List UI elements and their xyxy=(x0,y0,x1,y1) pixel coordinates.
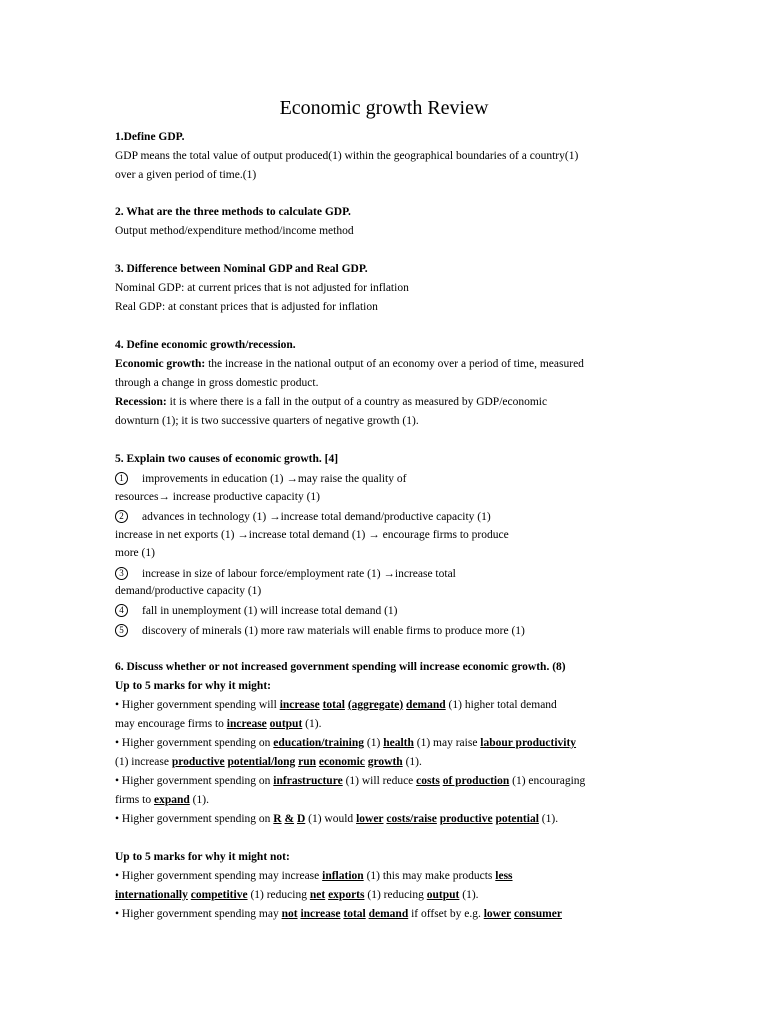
key-term: lower xyxy=(356,813,384,825)
q5-item-3-cont: demand/productive capacity (1) xyxy=(115,585,262,597)
q5-item-1-cont: resources→ increase productive capacity (1) xyxy=(115,491,320,503)
text-run: (1). xyxy=(402,756,422,768)
q3-heading: 3. Difference between Nominal GDP and Real GDP. xyxy=(115,263,368,275)
key-term: less xyxy=(495,870,513,882)
text-run: (1) will reduce xyxy=(342,775,417,787)
key-term: exports xyxy=(328,889,365,901)
key-term: D xyxy=(296,813,306,825)
text-run: (1). xyxy=(189,794,209,806)
bullet-5-line-1 xyxy=(115,869,513,883)
text-run: • Higher government spending on xyxy=(115,813,274,825)
key-term: total xyxy=(343,908,366,920)
q2-answer: Output method/expenditure method/income method xyxy=(115,225,354,237)
q5-item-1 xyxy=(115,472,406,486)
q5-item-3 xyxy=(115,567,456,581)
text-run: • Higher government spending will xyxy=(115,699,280,711)
key-term: costs/raise xyxy=(386,813,437,825)
text-run: if offset by e.g. xyxy=(408,908,484,920)
key-term: potential/long xyxy=(227,756,296,768)
q3-real: Real GDP: at constant prices that is adjusted for inflation xyxy=(115,301,378,313)
q4-growth-line-2: through a change in gross domestic product. xyxy=(115,377,319,389)
key-term: productive xyxy=(439,813,493,825)
text-run: (1) reducing xyxy=(364,889,427,901)
key-term: growth xyxy=(367,756,403,768)
circled-number-4: 4 xyxy=(115,604,128,617)
q5-heading: 5. Explain two causes of economic growth. [4] xyxy=(115,453,339,465)
q4-recession-line-2: downturn (1); it is two successive quarters of negative growth (1). xyxy=(115,415,419,427)
text-run: (1). xyxy=(302,718,322,730)
key-term: education/training xyxy=(273,737,365,749)
bullet-2-line-2 xyxy=(115,755,422,769)
text-run: (1) xyxy=(364,737,384,749)
bullet-2-line-1 xyxy=(115,736,576,750)
key-term: net xyxy=(309,889,326,901)
q5-item-1-text: improvements in education (1) →may raise the quality of xyxy=(142,473,407,485)
bullet-5-line-2 xyxy=(115,888,479,902)
key-term: infrastructure xyxy=(273,775,343,787)
q5-item-5 xyxy=(115,624,525,638)
q5-item-2-cont-2: more (1) xyxy=(115,547,155,559)
q5-item-2 xyxy=(115,510,491,524)
q1-answer-line-1: GDP means the total value of output produced(1) within the geographical boundaries of a country(1) xyxy=(115,150,579,162)
key-term: of production xyxy=(442,775,510,787)
text-run: (1). xyxy=(538,813,559,825)
text-run: • Higher government spending may increase xyxy=(115,870,323,882)
might-not-heading: Up to 5 marks for why it might not: xyxy=(115,851,290,863)
key-term: labour productivity xyxy=(480,737,577,749)
key-term: run xyxy=(298,756,317,768)
key-term: productive xyxy=(171,756,225,768)
growth-label: Economic growth: xyxy=(115,358,206,370)
circled-number-2: 2 xyxy=(115,510,128,523)
q4-growth-line-1 xyxy=(115,357,584,371)
key-term: lower xyxy=(483,908,512,920)
key-term: demand xyxy=(368,908,409,920)
key-term: not xyxy=(281,908,298,920)
text-run: • Higher government spending on xyxy=(115,737,274,749)
key-term: expand xyxy=(153,794,190,806)
circled-number-3: 3 xyxy=(115,567,128,580)
q5-item-2-cont-1: increase in net exports (1) →increase total demand (1) → encourage firms to produce xyxy=(115,529,509,541)
key-term: health xyxy=(383,737,414,749)
key-term: inflation xyxy=(322,870,364,882)
text-run: firms to xyxy=(115,794,154,806)
q5-item-4-text: fall in unemployment (1) will increase total demand (1) xyxy=(142,605,398,617)
key-term: output xyxy=(269,718,303,730)
key-term: R xyxy=(273,813,282,825)
q5-item-2-text: advances in technology (1) →increase total demand/productive capacity (1) xyxy=(142,511,491,523)
text-run: (1). xyxy=(459,889,479,901)
q1-heading: 1.Define GDP. xyxy=(115,131,185,143)
recession-label: Recession: xyxy=(115,396,167,408)
text-run: may encourage firms to xyxy=(115,718,227,730)
bullet-3-line-2 xyxy=(115,793,209,807)
key-term: costs xyxy=(416,775,440,787)
circled-number-5: 5 xyxy=(115,624,128,637)
bullet-1-line-1 xyxy=(115,698,557,712)
key-term: economic xyxy=(318,756,365,768)
key-term: increase xyxy=(300,908,341,920)
text-run: (1) higher total demand xyxy=(445,699,557,711)
text-run: • Higher government spending on xyxy=(115,775,274,787)
key-term: increase xyxy=(226,718,267,730)
text-run: (1) may raise xyxy=(413,737,481,749)
key-term: (aggregate) xyxy=(347,699,404,711)
q5-item-5-text: discovery of minerals (1) more raw materials will enable firms to produce more (1) xyxy=(142,625,525,637)
growth-text: the increase in the national output of an economy over a period of time, measured xyxy=(205,358,584,370)
q3-nominal: Nominal GDP: at current prices that is not adjusted for inflation xyxy=(115,282,409,294)
key-term: consumer xyxy=(514,908,562,920)
q2-heading: 2. What are the three methods to calculate GDP. xyxy=(115,206,351,218)
text-run: (1) increase xyxy=(115,756,172,768)
q4-recession-line-1 xyxy=(115,395,547,409)
text-run: (1) reducing xyxy=(247,889,310,901)
key-term: increase xyxy=(279,699,320,711)
bullet-6-line-1 xyxy=(115,907,562,921)
q5-item-4 xyxy=(115,604,397,618)
text-run: (1) would xyxy=(305,813,357,825)
q1-answer-line-2: over a given period of time.(1) xyxy=(115,169,257,181)
q5-item-3-text: increase in size of labour force/employment rate (1) →increase total xyxy=(142,568,456,580)
text-run: (1) this may make products xyxy=(363,870,496,882)
text-run: • Higher government spending may xyxy=(115,908,282,920)
q6-heading: 6. Discuss whether or not increased government spending will increase economic growth. (8) xyxy=(115,661,566,673)
text-run: (1) encouraging xyxy=(509,775,586,787)
key-term: demand xyxy=(406,699,446,711)
key-term: total xyxy=(322,699,345,711)
circled-number-1: 1 xyxy=(115,472,128,485)
bullet-1-line-2 xyxy=(115,717,321,731)
bullet-4-line-1 xyxy=(115,812,558,826)
key-term: potential xyxy=(495,813,539,825)
document-title: Economic growth Review xyxy=(279,97,489,119)
key-term: competitive xyxy=(190,889,248,901)
q4-heading: 4. Define economic growth/recession. xyxy=(115,339,296,351)
might-heading: Up to 5 marks for why it might: xyxy=(115,680,271,692)
recession-text: it is where there is a fall in the output of a country as measured by GDP/economic xyxy=(166,396,548,408)
bullet-3-line-1 xyxy=(115,774,585,788)
key-term: & xyxy=(284,813,295,825)
key-term: output xyxy=(426,889,460,901)
key-term: internationally xyxy=(115,889,188,901)
